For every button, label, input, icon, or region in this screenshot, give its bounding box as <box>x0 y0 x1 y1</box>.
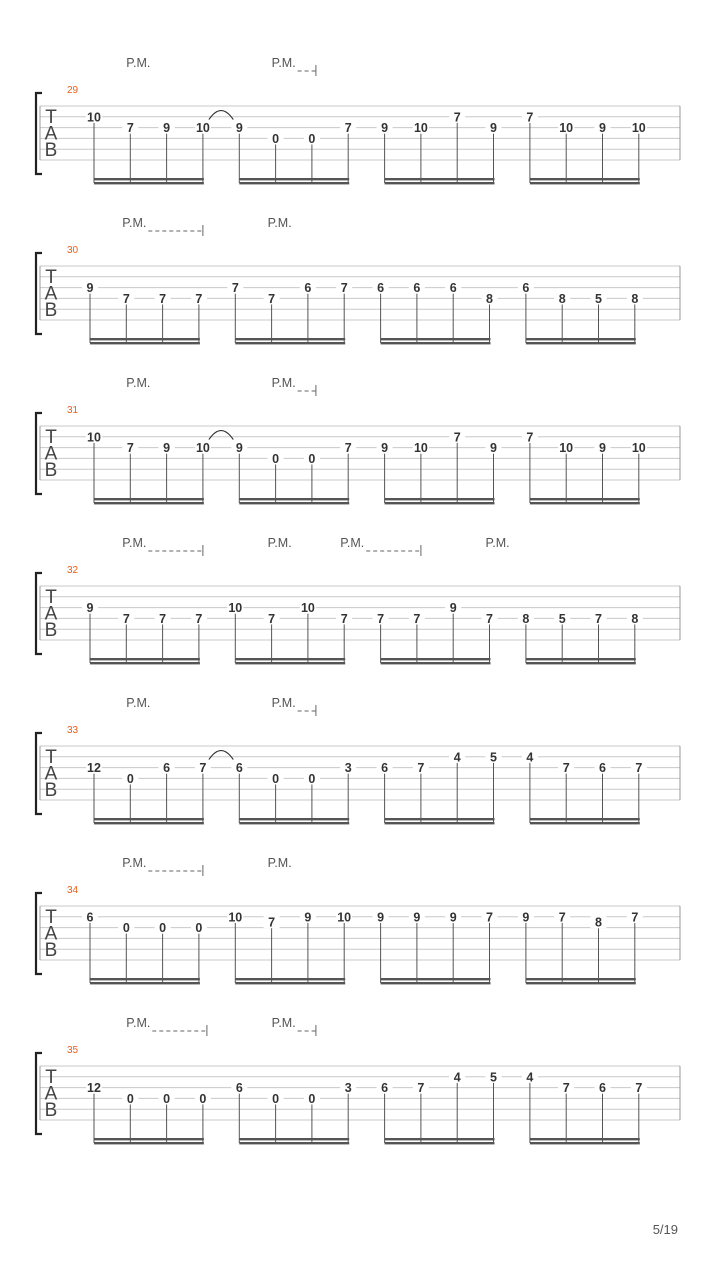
fret-number: 0 <box>159 921 167 936</box>
beam <box>235 662 345 664</box>
fret-number: 0 <box>126 1091 134 1106</box>
beam <box>526 662 636 664</box>
fret-number: 5 <box>595 291 602 306</box>
beam <box>239 822 349 824</box>
beam <box>530 498 640 500</box>
fret-number: 5 <box>490 750 497 765</box>
fret-number: 8 <box>486 291 493 306</box>
fret-number: 12 <box>87 1081 101 1096</box>
system-bracket <box>36 93 42 174</box>
fret-number: 10 <box>195 121 210 136</box>
fret-number: 9 <box>599 121 606 136</box>
palm-mute-label: P.M. <box>126 696 151 710</box>
beam <box>385 178 495 180</box>
beam <box>90 982 200 984</box>
fret-number: 8 <box>631 611 639 626</box>
fret-number: 9 <box>163 121 171 136</box>
fret-number: 6 <box>86 910 94 925</box>
palm-mute-label: P.M. <box>267 536 292 550</box>
measure-number: 30 <box>67 245 79 256</box>
palm-mute-label: P.M. <box>267 856 292 870</box>
tie-arc <box>209 751 233 760</box>
tab-clef-letter: A <box>44 123 58 145</box>
palm-mute-label: P.M. <box>126 376 151 390</box>
fret-number: 10 <box>631 121 646 136</box>
palm-mute-label: P.M. <box>122 856 147 870</box>
fret-number: 0 <box>195 921 203 936</box>
measure-number: 33 <box>67 725 79 736</box>
beam <box>381 982 491 984</box>
tab-clef-letter: B <box>44 620 58 641</box>
fret-number: 7 <box>195 611 203 626</box>
fret-number: 7 <box>159 611 167 626</box>
fret-number: 6 <box>522 281 530 296</box>
fret-number: 7 <box>344 441 352 456</box>
beam <box>530 502 640 504</box>
beam <box>530 1138 640 1140</box>
beam <box>94 502 204 504</box>
fret-number: 8 <box>522 611 530 626</box>
fret-number: 6 <box>235 1081 243 1096</box>
fret-number: 7 <box>126 121 134 136</box>
palm-mute-label: P.M. <box>126 56 151 70</box>
fret-number: 10 <box>413 441 428 456</box>
beam <box>94 822 204 824</box>
palm-mute-label: P.M. <box>340 536 365 550</box>
tab-clef-letter: A <box>44 763 58 785</box>
fret-number: 9 <box>449 601 457 616</box>
beam <box>381 658 491 660</box>
beam <box>94 1138 204 1140</box>
fret-number: 7 <box>417 761 425 776</box>
beam <box>526 342 636 344</box>
fret-number: 7 <box>195 291 203 306</box>
beam <box>235 338 345 340</box>
beam <box>90 662 200 664</box>
fret-number: 7 <box>453 430 461 445</box>
fret-number: 6 <box>163 761 171 776</box>
beam <box>526 982 636 984</box>
beam <box>526 658 636 660</box>
fret-number: 7 <box>126 441 134 456</box>
fret-number: 0 <box>199 1091 207 1106</box>
beam <box>235 658 345 660</box>
beam <box>385 1142 495 1144</box>
beam <box>385 1138 495 1140</box>
fret-number: 0 <box>308 771 316 786</box>
fret-number: 0 <box>126 771 134 786</box>
system-bracket <box>36 253 42 334</box>
palm-mute-label: P.M. <box>271 376 296 390</box>
beam <box>381 978 491 980</box>
fret-number: 7 <box>558 910 566 925</box>
fret-number: 9 <box>304 910 312 925</box>
fret-number: 0 <box>308 1091 316 1106</box>
tab-clef-letter: A <box>44 443 58 465</box>
fret-number: 7 <box>562 761 570 776</box>
fret-number: 7 <box>231 281 239 296</box>
beam <box>385 182 495 184</box>
tab-clef-letter: A <box>44 603 58 625</box>
fret-number: 4 <box>526 750 534 765</box>
fret-number: 9 <box>381 121 389 136</box>
measure-number: 35 <box>67 1045 79 1056</box>
beam <box>235 982 345 984</box>
beam <box>90 658 200 660</box>
fret-number: 7 <box>635 1081 643 1096</box>
beam <box>526 978 636 980</box>
fret-number: 9 <box>86 601 94 616</box>
tab-clef-letter: A <box>44 1083 58 1105</box>
fret-number: 6 <box>599 1081 606 1096</box>
palm-mute-label: P.M. <box>271 56 296 70</box>
system-bracket <box>36 893 42 974</box>
fret-number: 7 <box>159 291 167 306</box>
fret-number: 0 <box>122 921 130 936</box>
fret-number: 9 <box>522 910 530 925</box>
fret-number: 0 <box>308 131 316 146</box>
tab-clef-letter: T <box>45 1067 57 1088</box>
tab-clef-letter: B <box>44 300 58 321</box>
system-bracket <box>36 413 42 494</box>
fret-number: 7 <box>122 291 130 306</box>
fret-number: 3 <box>344 761 352 776</box>
fret-number: 9 <box>381 441 389 456</box>
beam <box>94 818 204 820</box>
palm-mute-label: P.M. <box>267 216 292 230</box>
fret-number: 9 <box>449 910 457 925</box>
fret-number: 7 <box>377 611 385 626</box>
fret-number: 6 <box>304 281 312 296</box>
fret-number: 7 <box>486 910 493 925</box>
fret-number: 0 <box>272 131 280 146</box>
fret-number: 7 <box>199 761 207 776</box>
beam <box>381 338 491 340</box>
fret-number: 8 <box>558 291 566 306</box>
fret-number: 7 <box>631 910 639 925</box>
fret-number: 9 <box>599 441 606 456</box>
fret-number: 7 <box>595 611 602 626</box>
fret-number: 5 <box>558 611 566 626</box>
fret-number: 5 <box>490 1070 497 1085</box>
fret-number: 0 <box>308 451 316 466</box>
tab-clef-letter: B <box>44 780 58 801</box>
measure-number: 32 <box>67 565 79 576</box>
fret-number: 0 <box>272 1091 280 1106</box>
system-bracket <box>36 733 42 814</box>
fret-number: 9 <box>490 441 497 456</box>
beam <box>530 822 640 824</box>
measure-number: 34 <box>67 885 79 896</box>
beam <box>381 342 491 344</box>
palm-mute-label: P.M. <box>271 696 296 710</box>
beam <box>94 1142 204 1144</box>
fret-number: 7 <box>340 281 348 296</box>
palm-mute-label: P.M. <box>485 536 510 550</box>
fret-number: 9 <box>86 281 94 296</box>
fret-number: 12 <box>87 761 101 776</box>
tab-clef-letter: B <box>44 1100 58 1121</box>
beam <box>385 498 495 500</box>
beam <box>235 342 345 344</box>
fret-number: 7 <box>268 915 276 930</box>
palm-mute-label: P.M. <box>122 216 147 230</box>
beam <box>90 338 200 340</box>
fret-number: 6 <box>381 1081 389 1096</box>
fret-number: 7 <box>417 1081 425 1096</box>
tab-clef-letter: T <box>45 587 57 608</box>
fret-number: 10 <box>559 441 574 456</box>
beam <box>90 978 200 980</box>
tab-clef-letter: T <box>45 267 57 288</box>
beam <box>385 818 495 820</box>
beam <box>239 1138 349 1140</box>
fret-number: 9 <box>377 910 385 925</box>
fret-number: 10 <box>195 441 210 456</box>
fret-number: 10 <box>300 601 315 616</box>
fret-number: 4 <box>453 1070 461 1085</box>
tie-arc <box>209 431 233 440</box>
fret-number: 6 <box>413 281 421 296</box>
fret-number: 0 <box>272 451 280 466</box>
fret-number: 10 <box>631 441 646 456</box>
beam <box>385 502 495 504</box>
tab-clef-letter: T <box>45 907 57 928</box>
beam <box>381 662 491 664</box>
fret-number: 6 <box>235 761 243 776</box>
fret-number: 4 <box>526 1070 534 1085</box>
measure-number: 29 <box>67 85 79 96</box>
tab-clef-letter: A <box>44 923 58 945</box>
system-bracket <box>36 1053 42 1134</box>
fret-number: 7 <box>122 611 130 626</box>
tab-clef-letter: B <box>44 140 58 161</box>
fret-number: 8 <box>631 291 639 306</box>
fret-number: 7 <box>635 761 643 776</box>
fret-number: 10 <box>337 910 352 925</box>
measure-number: 31 <box>67 405 79 416</box>
tab-clef-letter: B <box>44 940 58 961</box>
beam <box>530 1142 640 1144</box>
fret-number: 10 <box>228 601 243 616</box>
beam <box>239 182 349 184</box>
tie-arc <box>209 111 233 120</box>
page-number: 5/19 <box>652 1222 678 1237</box>
beam <box>526 338 636 340</box>
palm-mute-label: P.M. <box>122 536 147 550</box>
fret-number: 9 <box>490 121 497 136</box>
fret-number: 9 <box>413 910 421 925</box>
fret-number: 7 <box>340 611 348 626</box>
beam <box>94 178 204 180</box>
fret-number: 6 <box>381 761 389 776</box>
beam <box>239 1142 349 1144</box>
fret-number: 10 <box>228 910 243 925</box>
fret-number: 4 <box>453 750 461 765</box>
fret-number: 10 <box>413 121 428 136</box>
fret-number: 7 <box>344 121 352 136</box>
beam <box>239 502 349 504</box>
beam <box>94 182 204 184</box>
fret-number: 0 <box>163 1091 171 1106</box>
fret-number: 6 <box>449 281 457 296</box>
palm-mute-label: P.M. <box>126 1016 151 1030</box>
tab-clef-letter: A <box>44 283 58 305</box>
fret-number: 9 <box>235 441 243 456</box>
beam <box>94 498 204 500</box>
tab-clef-letter: T <box>45 427 57 448</box>
beam <box>530 818 640 820</box>
fret-number: 6 <box>599 761 606 776</box>
beam <box>530 182 640 184</box>
fret-number: 6 <box>377 281 385 296</box>
fret-number: 7 <box>413 611 421 626</box>
beam <box>239 178 349 180</box>
fret-number: 7 <box>268 611 276 626</box>
beam <box>239 818 349 820</box>
fret-number: 9 <box>235 121 243 136</box>
beam <box>90 342 200 344</box>
fret-number: 7 <box>526 110 534 125</box>
fret-number: 0 <box>272 771 280 786</box>
fret-number: 7 <box>562 1081 570 1096</box>
tab-clef-letter: T <box>45 747 57 768</box>
fret-number: 10 <box>559 121 574 136</box>
beam <box>385 822 495 824</box>
fret-number: 9 <box>163 441 171 456</box>
fret-number: 7 <box>486 611 493 626</box>
fret-number: 10 <box>87 110 101 125</box>
fret-number: 3 <box>344 1081 352 1096</box>
fret-number: 7 <box>526 430 534 445</box>
system-bracket <box>36 573 42 654</box>
tab-clef-letter: T <box>45 107 57 128</box>
beam <box>530 178 640 180</box>
beam <box>235 978 345 980</box>
beam <box>239 498 349 500</box>
fret-number: 7 <box>453 110 461 125</box>
fret-number: 7 <box>268 291 276 306</box>
fret-number: 8 <box>595 915 602 930</box>
palm-mute-label: P.M. <box>271 1016 296 1030</box>
tab-clef-letter: B <box>44 460 58 481</box>
fret-number: 10 <box>87 430 101 445</box>
